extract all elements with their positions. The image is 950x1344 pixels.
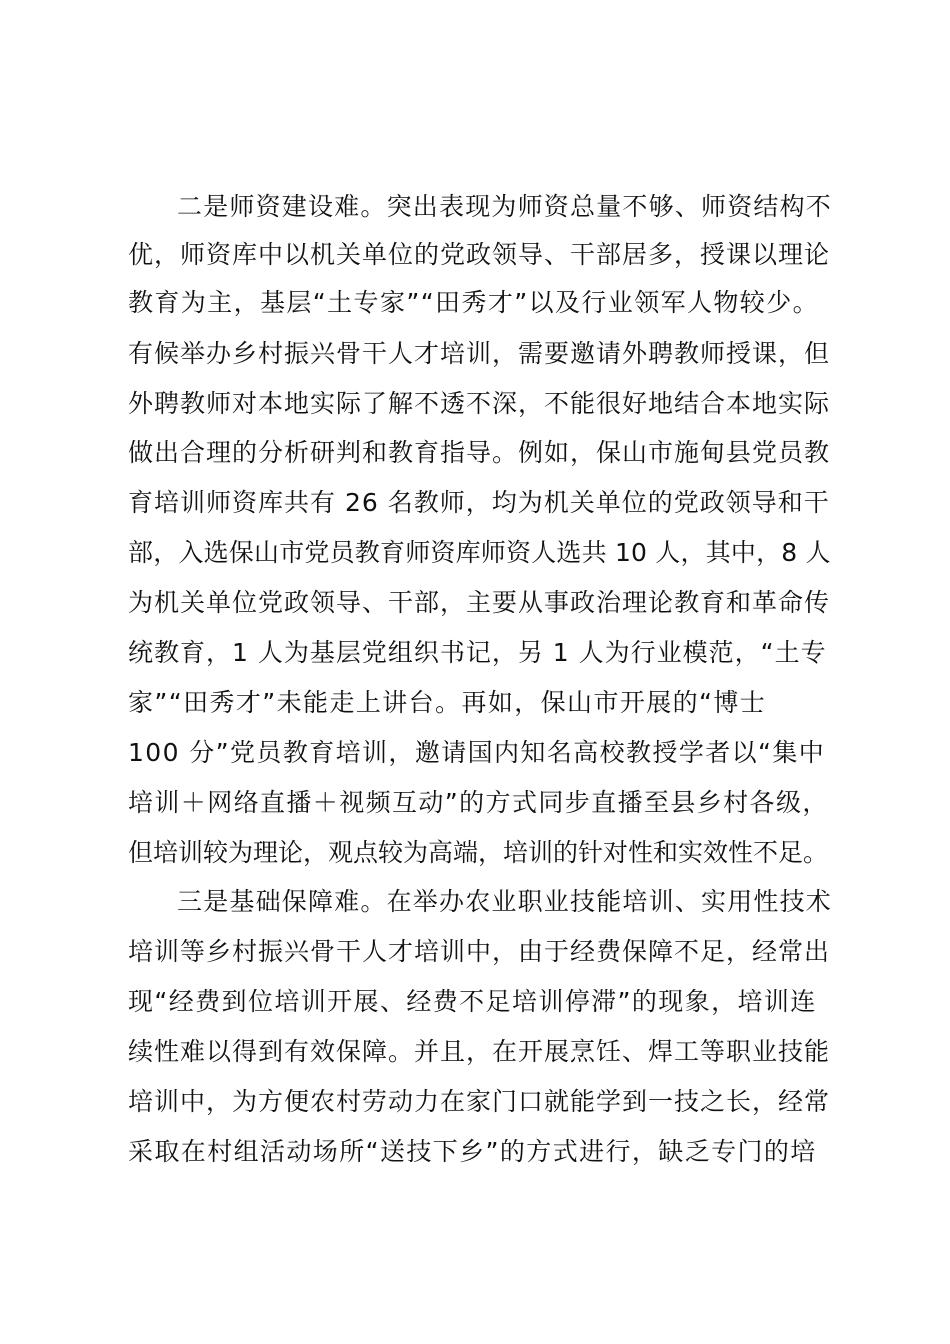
paragraph-line: 培训中，为方便农村劳动力在家门口就能学到一技之长，经常 xyxy=(128,1087,831,1116)
paragraph-line: 统教育，1 人为基层党组织书记，另 1 人为行业模范，“土专 xyxy=(128,638,827,667)
paragraph-line: 100 分”党员教育培训，邀请国内知名高校教授学者以“集中 xyxy=(128,738,826,767)
paragraph-line: 优，师资库中以机关单位的党政领导、干部居多，授课以理论 xyxy=(128,240,831,269)
paragraph-line: 育培训师资库共有 26 名教师，均为机关单位的党政领导和干 xyxy=(128,488,830,517)
paragraph-line: 三是基础保障难。在举办农业职业技能培训、实用性技术 xyxy=(177,887,833,916)
paragraph-line: 部，入选保山市党员教育师资库师资人选共 10 人，其中，8 人 xyxy=(128,538,831,567)
paragraph-line: 外聘教师对本地实际了解不透不深，不能很好地结合本地实际 xyxy=(128,389,831,418)
paragraph-line: 但培训较为理论，观点较为高端，培训的针对性和实效性不足。 xyxy=(128,838,829,867)
paragraph-line: 培训＋网络直播＋视频互动”的方式同步直播至县乡村各级， xyxy=(128,788,829,817)
paragraph-line: 教育为主，基层“土专家”“田秀才”以及行业领军人物较少。 xyxy=(128,288,820,317)
paragraph-line: 为机关单位党政领导、干部，主要从事政治理论教育和革命传 xyxy=(128,588,831,617)
paragraph-line: 做出合理的分析研判和教育指导。例如，保山市施甸县党员教 xyxy=(128,438,831,467)
paragraph-line: 二是师资建设难。突出表现为师资总量不够、师资结构不 xyxy=(177,192,833,221)
paragraph-line: 培训等乡村振兴骨干人才培训中，由于经费保障不足，经常出 xyxy=(128,937,831,966)
paragraph-line: 有候举办乡村振兴骨干人才培训，需要邀请外聘教师授课，但 xyxy=(128,339,831,368)
paragraph-line: 续性难以得到有效保障。并且，在开展烹饪、焊工等职业技能 xyxy=(128,1037,831,1066)
paragraph-line: 家”“田秀才”未能走上讲台。再如，保山市开展的“博士 xyxy=(128,688,767,717)
paragraph-line: 采取在村组活动场所“送技下乡”的方式进行，缺乏专门的培 xyxy=(128,1137,817,1166)
paragraph-line: 现“经费到位培训开展、经费不足培训停滞”的现象，培训连 xyxy=(128,987,817,1016)
